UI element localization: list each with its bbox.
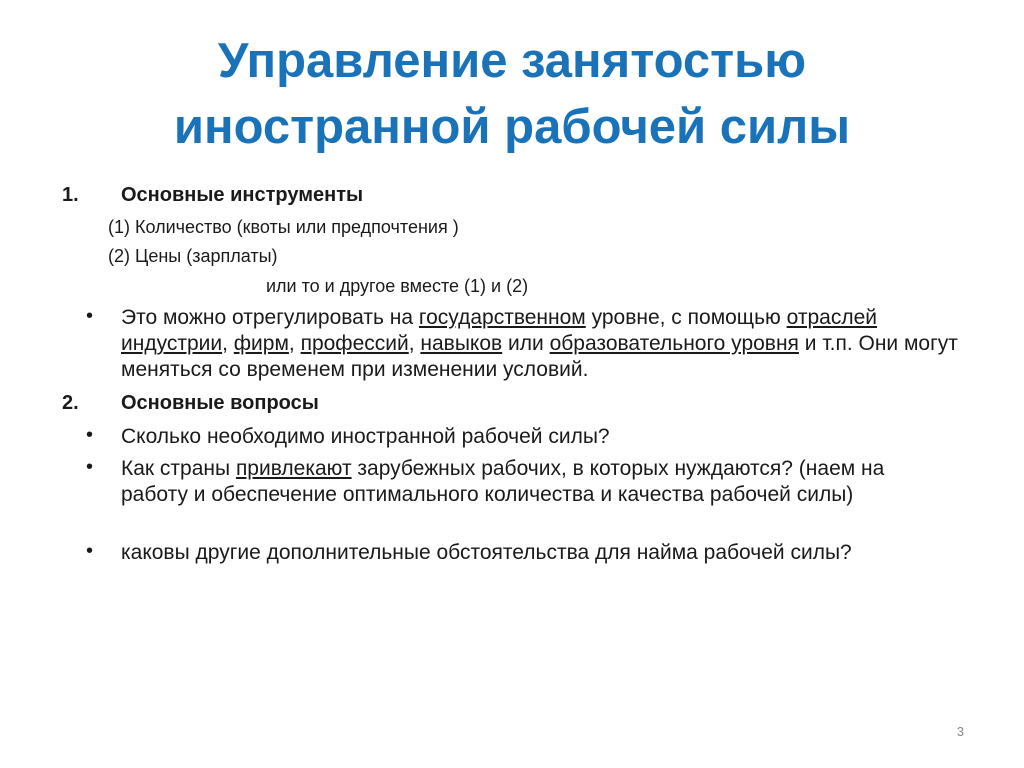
underlined-term-attract: привлекают [235,457,352,480]
title-line-1: Управление занятостью [217,34,807,88]
bullet-1-part: или [502,332,550,355]
bullet-1-part: , [222,332,234,355]
section-1-sub-2: (2) Цены (зарплаты) [108,246,278,266]
section-2-heading: Основные вопросы [121,392,319,414]
bullet-1-part: Это можно отрегулировать на [121,306,419,329]
bullet-1-text [121,305,961,383]
page-number: 3 [956,724,964,739]
bullet-1-part: , [408,332,421,355]
slide-title [40,28,984,160]
bullet-4-dot: • [86,540,94,562]
underlined-term-education-level: образовательного уровня [549,332,799,355]
bullet-3-part: Как страны [121,457,236,480]
section-2-number: 2. [62,392,79,414]
bullet-2-text: Сколько необходимо иностранной рабочей силы? [121,425,610,448]
bullet-1-part: , [288,332,301,355]
bullet-3-dot: • [86,456,94,478]
bullet-1-part: и т.п. Они могут меняться со временем при изменении условий. [121,332,958,381]
section-1-sub-1: (1) Количество (квоты или предпочтения ) [108,217,459,237]
underlined-term-industries: отраслей индустрии [121,306,877,355]
bullet-3-part: зарубежных рабочих, в которых нуждаются? (наем на работу и обеспечение оптимального количества и качества рабочей силы) [121,457,885,506]
bullet-1-dot: • [86,305,94,327]
section-1-number: 1. [62,184,79,206]
underlined-term-firms: фирм [233,332,289,355]
bullet-4-text: каковы другие дополнительные обстоятельства для найма рабочей силы? [121,541,852,564]
bullet-2-dot: • [86,424,94,446]
section-1-sub-3: или то и другое вместе (1) и (2) [266,276,529,296]
bullet-3-text [121,456,921,508]
section-1-heading: Основные инструменты [121,184,364,206]
bullet-1-part: уровне, с помощью [585,306,787,329]
underlined-term-state: государственном [418,306,586,329]
underlined-term-skills: навыков [420,332,503,355]
title-line-2: иностранной рабочей силы [173,100,851,154]
underlined-term-professions: профессий [300,332,409,355]
